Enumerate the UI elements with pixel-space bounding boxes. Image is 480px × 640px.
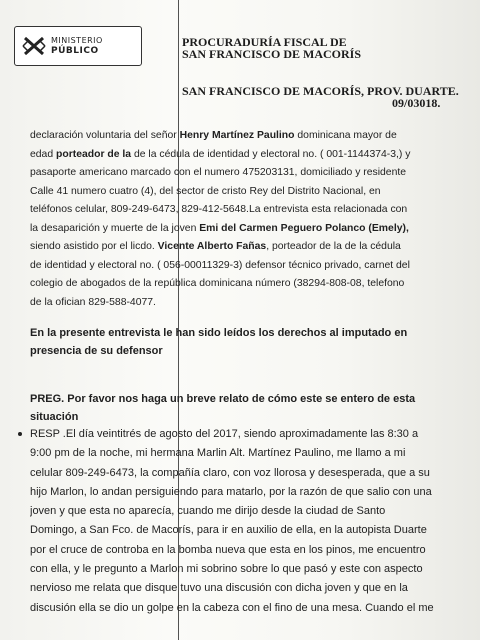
text-line: Calle 41 numero cuatro (4), del sector de cristo Rey del Distrito Nacional, en bbox=[30, 185, 381, 197]
text-line: PREG. Por favor nos haga un breve relato de cómo este se entero de esta bbox=[30, 393, 416, 405]
text-line: la desaparición y muerte de la joven Emi del Carmen Peguero Polanco (Emely), bbox=[30, 222, 409, 234]
text-line: edad porteador de la de la cédula de identidad y electoral no. ( 001-1144374-3,) y bbox=[30, 148, 411, 160]
office-title-line-1: PROCURADURÍA FISCAL DE bbox=[182, 35, 347, 49]
text-line: por el cruce de controba en la bomba nueva que esta en los pinos, me encuentro bbox=[30, 543, 426, 556]
text-line: 9:00 pm de la noche, mi hermana Marlin Alt. Martínez Paulino, me llamo a mi bbox=[30, 447, 406, 460]
office-title-line-2: SAN FRANCISCO DE MACORÍS bbox=[182, 47, 362, 61]
text-line: hijo Marlon, lo andan persiguiendo para matarlo, por la razón de que salio con una bbox=[30, 485, 432, 498]
text-line: presencia de su defensor bbox=[30, 345, 163, 357]
location-line: SAN FRANCISCO DE MACORÍS, PROV. DUARTE. bbox=[182, 84, 459, 98]
text-line: celular 809-249-6473, la compañía claro, con voz llorosa y desesperada, que a su bbox=[30, 466, 430, 479]
text-line: En la presente entrevista le han sido leídos los derechos al imputado en bbox=[30, 327, 408, 339]
statement-paragraph bbox=[30, 127, 470, 312]
document-date: 09/03018. bbox=[392, 96, 441, 110]
answer-paragraph bbox=[30, 425, 470, 618]
text-line: con ella, y le pregunto a Marlon mi sobrino sobre lo que pasó y este con aspecto bbox=[30, 563, 423, 576]
text-line: de identidad y electoral no. ( 056-00011329-3) defensor técnico privado, carnet del bbox=[30, 259, 410, 271]
text-line: pasaporte americano marcado con el numero 475203131, domiciliado y residente bbox=[30, 167, 407, 178]
ministerio-publico-logo bbox=[14, 26, 142, 66]
text-line: discusión ella se dio un golpe en la cabeza con el fino de una mesa. Cuando el me bbox=[30, 601, 434, 614]
text-line: de la ofician 829-588-4077. bbox=[30, 296, 156, 308]
question bbox=[30, 390, 470, 426]
text-line: nervioso me relata que disque tuvo una discusión con dicha joven y que en la bbox=[30, 582, 408, 595]
text-line: situación bbox=[30, 411, 79, 423]
text-line: siendo asistido por el licdo. Vicente Alberto Fañas, porteador de la de la cédula bbox=[30, 241, 401, 252]
text-line: joven y que esta no aparecía, cuando me dirijo desde la ciudad de Santo bbox=[30, 505, 386, 518]
logo-wordmark bbox=[51, 36, 103, 56]
text-line: declaración voluntaria del señor Henry Martínez Paulino dominicana mayor de bbox=[30, 130, 397, 141]
text-line: teléfonos celular, 809-249-6473, 829-412-5648.La entrevista esta relacionada con bbox=[30, 204, 408, 215]
logo-line-1: MINISTERIO bbox=[51, 36, 103, 45]
bullet-icon bbox=[18, 432, 22, 436]
text-line: RESP .El día veintitrés de agosto del 2017, siendo aproximadamente las 8:30 a bbox=[30, 428, 419, 440]
rights-statement bbox=[30, 324, 470, 360]
ministerio-logo-icon bbox=[21, 34, 47, 58]
text-line: colegio de abogados de la república dominicana número (38294-808-08, telefono bbox=[30, 278, 405, 289]
text-line: Domingo, a San Fco. de Macorís, para ir en auxilio de ella, en la autopista Duarte bbox=[30, 524, 427, 537]
logo-line-2: PÚBLICO bbox=[51, 46, 99, 56]
